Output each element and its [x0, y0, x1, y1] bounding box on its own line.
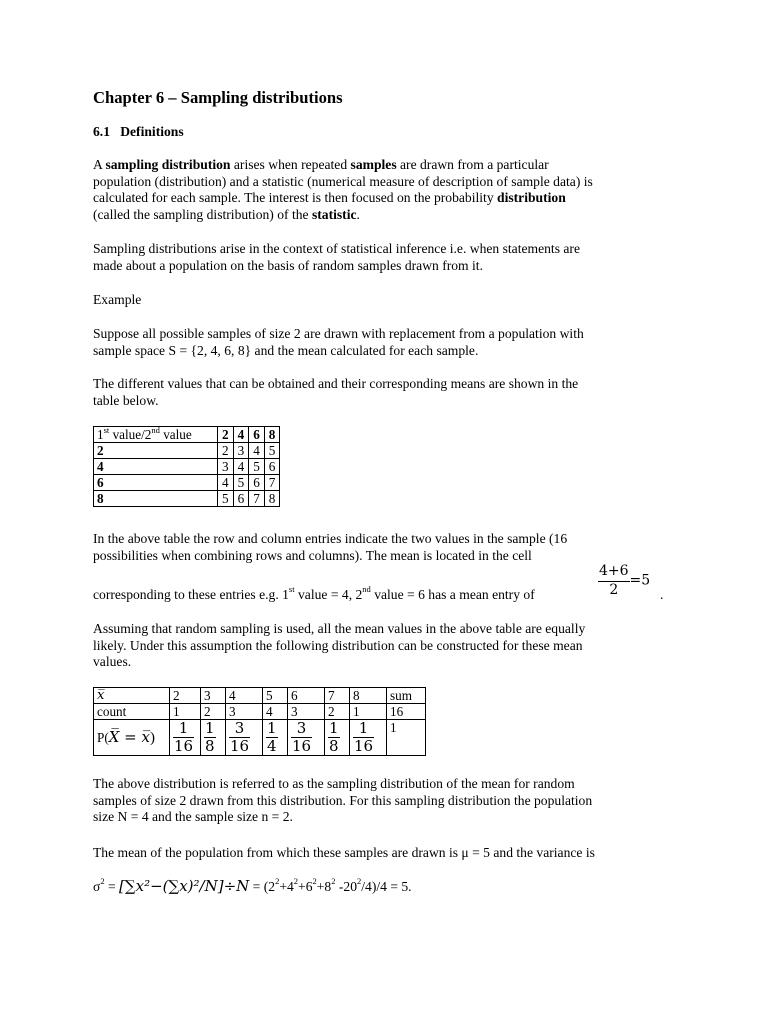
paragraph-table-explanation: In the above table the row and column entries indicate the two values in the sample (16 possibilities when combining rows and columns). The mean is located in the cell	[93, 531, 568, 563]
table-row	[94, 720, 426, 756]
paragraph-table-intro: The different values that can be obtained and their corresponding means are shown in the table below.	[93, 376, 579, 408]
chapter-title: Chapter 6 – Sampling distributions	[93, 88, 343, 107]
table-cell: 5	[263, 688, 288, 704]
probability-cell: $\frac{1}{4}$	[263, 720, 288, 756]
paragraph-context: Sampling distributions arise in the context of statistical inference i.e. when statements are made about a population on the basis of random samples drawn from it.	[93, 241, 580, 273]
probability-label: P(X̅ = x̅)	[94, 720, 170, 756]
paragraph-example: Suppose all possible samples of size 2 are drawn with replacement from a population with sample space S = {2, 4, 6, 8} and the mean calculated for each sample.	[93, 326, 584, 358]
table-cell: 4	[226, 688, 263, 704]
table-header-row	[94, 688, 426, 704]
table-row	[94, 704, 426, 720]
section-number: 6.1	[93, 124, 110, 139]
table-header-row	[94, 427, 280, 443]
table-cell: 5	[249, 459, 265, 475]
row-label: 2	[94, 443, 218, 459]
term-sampling-distribution: sampling distribution	[105, 157, 231, 172]
table-cell: 2	[201, 704, 226, 720]
sum-header: sum	[387, 688, 426, 704]
probability-cell: $\frac{3}{16}$	[226, 720, 263, 756]
table-cell: 2	[218, 443, 234, 459]
paragraph-sampling-distribution: The above distribution is referred to as the sampling distribution of the mean for random samples of size 2 drawn from this distribution. For this sampling distribution the population size N = 4 and the sample size n = 2.	[93, 776, 593, 825]
table-cell: 5	[218, 491, 234, 507]
table-cell: 7	[325, 688, 350, 704]
mean-fraction	[598, 563, 650, 599]
xbar-label: x̅	[94, 688, 170, 704]
term-distribution: distribution	[497, 190, 566, 206]
table-cell: 3	[201, 688, 226, 704]
sentence-period: .	[660, 587, 664, 602]
table-cell: 4	[249, 443, 265, 459]
distribution-table	[93, 687, 426, 756]
probability-cell: $\frac{1}{8}$	[325, 720, 350, 756]
table-cell: 3	[233, 443, 249, 459]
table-cell: 2	[325, 704, 350, 720]
variance-expression: [∑x²−(∑x)²/N]÷N	[119, 877, 250, 895]
table-row	[94, 475, 280, 491]
term-samples: samples	[350, 157, 397, 172]
table-cell: 7	[249, 491, 265, 507]
header-col: 4	[233, 427, 249, 443]
header-col: 2	[218, 427, 234, 443]
table-cell: 6	[233, 491, 249, 507]
means-table	[93, 426, 280, 507]
paragraph-definition: A sampling distribution arises when repeated samples are drawn from a particular population (distribution) and a statistic (numerical measure of description of sample data) is calculated for each sample. The interest is then focused on the probability distribution (called the sampling distribution) of the statistic.	[93, 157, 593, 222]
row-label: 6	[94, 475, 218, 491]
variance-formula: $\sigma^2 = [\sum x^2-(\sum x)^2/N]\div N = (2^2+4^2+6^2+8^2$ $-20^2/4)/4 = 5$.	[93, 876, 412, 895]
table-row	[94, 491, 280, 507]
table-row	[94, 459, 280, 475]
table-cell: 5	[233, 475, 249, 491]
section-title: Definitions	[120, 124, 184, 139]
section-heading	[93, 124, 184, 141]
count-label: count	[94, 704, 170, 720]
probability-cell: $\frac{1}{8}$	[201, 720, 226, 756]
probability-cell: $\frac{1}{16}$	[350, 720, 387, 756]
table-cell: 7	[264, 475, 280, 491]
table-cell: 4	[233, 459, 249, 475]
table-cell: 2	[170, 688, 201, 704]
header-corner-cell: 1st value/2nd value	[94, 427, 218, 443]
paragraph-assumption: Assuming that random sampling is used, all the mean values in the above table are equally likely. Under this assumption the following distribution can be constructed for these mean values.	[93, 621, 586, 670]
header-col: 8	[264, 427, 280, 443]
fraction-numerator: 4+6	[599, 563, 629, 579]
header-col: 6	[249, 427, 265, 443]
paragraph-mean-example: corresponding to these entries e.g. 1st value = 4, 2nd value = 6 has a mean entry of	[93, 584, 535, 602]
table-row	[94, 443, 280, 459]
table-cell: 3	[288, 704, 325, 720]
table-cell: 6	[264, 459, 280, 475]
table-cell: 3	[226, 704, 263, 720]
table-cell: 3	[218, 459, 234, 475]
paragraph-population-mean: The mean of the population from which these samples are drawn is μ = 5 and the variance is	[93, 845, 595, 860]
table-cell: 1	[387, 720, 426, 756]
row-label: 8	[94, 491, 218, 507]
term-statistic: statistic	[311, 206, 357, 222]
table-cell: 1	[350, 704, 387, 720]
probability-cell: $\frac{3}{16}$	[288, 720, 325, 756]
table-cell: 4	[263, 704, 288, 720]
sigma-symbol: σ	[93, 879, 101, 894]
fraction-denominator: 2	[598, 581, 630, 599]
example-label: Example	[93, 292, 142, 307]
probability-cell: $\frac{1}{16}$	[170, 720, 201, 756]
table-cell: 6	[288, 688, 325, 704]
table-cell: 4	[218, 475, 234, 491]
table-cell: 5	[264, 443, 280, 459]
table-cell: 1	[170, 704, 201, 720]
table-cell: 8	[264, 491, 280, 507]
fraction-result: =5	[629, 572, 651, 589]
table-cell: 6	[249, 475, 265, 491]
table-cell: 8	[350, 688, 387, 704]
variance-result: = ($2^2+4^2+6^2+8^2$ $-20^2/4)/4 = 5$.	[249, 876, 412, 894]
row-label: 4	[94, 459, 218, 475]
table-cell: 16	[387, 704, 426, 720]
